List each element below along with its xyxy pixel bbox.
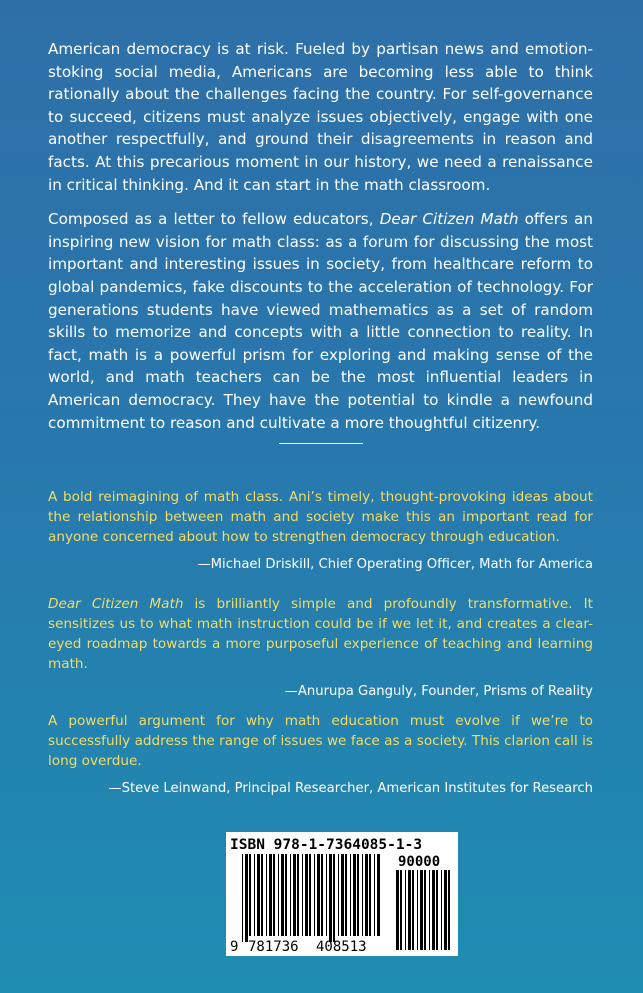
barcode-bar	[420, 870, 423, 950]
endorsement-3	[48, 711, 593, 799]
ean-first-digit: 9	[230, 939, 239, 955]
barcode-bar	[357, 854, 359, 936]
barcode-bar	[245, 854, 248, 942]
barcode-bar	[333, 854, 335, 942]
endorsement-2-text	[48, 594, 593, 674]
barcode-bar	[353, 854, 356, 936]
barcode-bar	[441, 870, 442, 950]
barcode-bar	[369, 854, 371, 936]
barcode-bar	[329, 854, 332, 942]
barcode-bar	[436, 870, 438, 950]
barcode-bar	[261, 854, 263, 936]
barcode-bar	[432, 870, 435, 950]
barcode-bar	[326, 854, 327, 936]
barcode-bar	[345, 854, 347, 936]
endorsement-3-text: A powerful argument for why math education must evolve if we’re to successfully address the range of issues we face as a society. This clarion call is long overdue.	[48, 713, 593, 769]
barcode-bar	[338, 854, 339, 936]
barcode-bar	[314, 854, 315, 936]
barcode-bar	[362, 854, 363, 936]
barcode-graphic	[226, 832, 458, 956]
description-paragraph-2	[48, 208, 593, 434]
barcode-bar	[297, 854, 299, 936]
barcode-bar	[444, 870, 447, 950]
addon-bars	[396, 870, 450, 950]
barcode-bar	[412, 870, 414, 950]
ean-left-digits: 781736	[248, 939, 299, 955]
barcode-bar	[341, 854, 344, 936]
barcode-bar	[448, 870, 450, 950]
ean13-bars	[242, 854, 380, 942]
endorsement-2-body: is brilliantly simple and profoundly transformative. It sensitizes us to what math instruction could be if we let it, and creates a clear-eyed roadmap towards a more purposeful experience of teaching and learning math.	[48, 596, 593, 672]
description-paragraph-1: American democracy is at risk. Fueled by partisan news and emotion-stoking social media, Americans are becoming less able to think rationally about the challenges facing the country. For self-governance to succeed, citizens must analyze issues objectively, engage with one another respectfully, and ground their disagreements in reason and facts. At this precarious moment in our history, we need a renaissance in critical thinking. And it can start in the math classroom.	[48, 40, 593, 194]
barcode-bar	[374, 854, 375, 936]
barcode-bar	[273, 854, 275, 936]
endorsement-1	[48, 487, 593, 575]
price-code-digits: 90000	[398, 854, 441, 870]
description-paragraph-2-intro: Composed as a letter to fellow educators,	[48, 210, 380, 229]
book-title-inline: Dear Citizen Math	[379, 210, 519, 229]
barcode-bar	[302, 854, 303, 936]
barcode-bar	[266, 854, 267, 936]
endorsement-2-attribution: —Anurupa Ganguly, Founder, Prisms of Reality	[284, 684, 593, 699]
barcode-bar	[424, 870, 426, 950]
barcode-bar	[408, 870, 411, 950]
barcode-bar	[249, 854, 251, 936]
book-description	[48, 38, 593, 434]
barcode-bar	[377, 854, 380, 936]
barcode-bar	[321, 854, 323, 936]
barcode-bar	[281, 854, 284, 936]
barcode-bar	[257, 854, 260, 936]
isbn-label: ISBN 978-1-7364085-1-3	[230, 837, 423, 853]
endorsement-3-attribution: —Steve Leinwand, Principal Researcher, American Institutes for Research	[108, 781, 593, 796]
barcode-bar	[317, 854, 320, 936]
endorsement-2	[48, 594, 593, 702]
description-paragraph-2-body: offers an inspiring new vision for math class: as a forum for discussing the most important and interesting issues in society, from healthcare reform to global pandemics, fake discounts to the acceleration of technology. For generations students have viewed mathematics as a set of random skills to memorize and concepts with a little connection to reality. In fact, math is a powerful prism for exploring and making sense of the world, and math teachers can be the most influential leaders in American democracy. They have the potential to kindle a newfound commitment to reason and cultivate a more thoughtful citizenry.	[48, 210, 593, 432]
endorsement-1-attribution: —Michael Driskill, Chief Operating Officer, Math for America	[197, 557, 593, 572]
barcode-bar	[293, 854, 296, 936]
barcode-bar	[290, 854, 291, 936]
barcode-bar	[350, 854, 351, 936]
ean-right-digits: 408513	[316, 939, 367, 955]
isbn-barcode	[226, 832, 458, 956]
barcode-bar	[429, 870, 430, 950]
endorsement-2-book-title: Dear Citizen Math	[48, 596, 184, 612]
barcode-bar	[309, 854, 311, 936]
barcode-bar	[417, 870, 418, 950]
barcode-bar	[405, 870, 406, 950]
barcode-bar	[396, 870, 399, 950]
endorsement-1-text: A bold reimagining of math class. Ani’s timely, thought-provoking ideas about the relationship between math and society make this an important read for anyone concerned about how to strengthen democracy through education.	[48, 489, 593, 545]
barcode-bar	[285, 854, 287, 936]
barcode-bar	[242, 854, 243, 942]
barcode-bar	[400, 870, 402, 950]
barcode-bar	[365, 854, 368, 936]
barcode-bar	[305, 854, 308, 936]
barcode-bar	[269, 854, 272, 936]
barcode-bar	[254, 854, 255, 936]
section-divider	[279, 443, 363, 444]
barcode-bar	[278, 854, 279, 936]
